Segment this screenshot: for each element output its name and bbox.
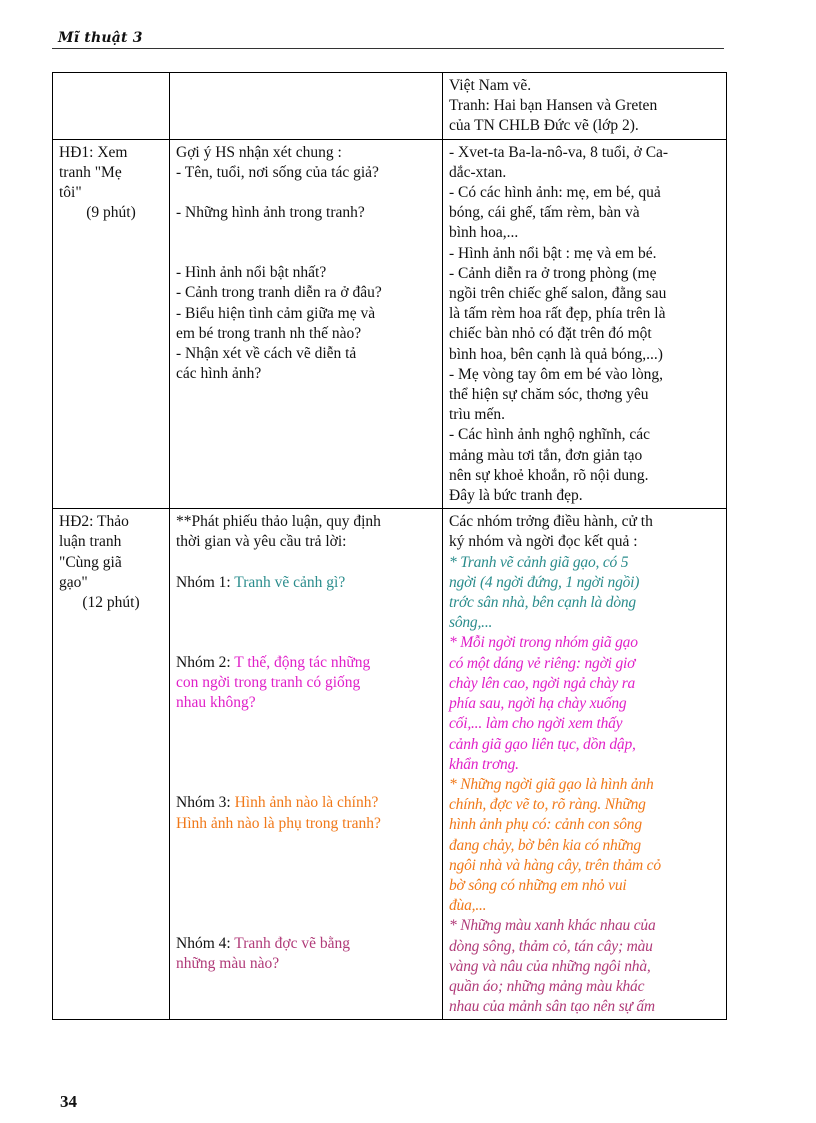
table-row (53, 73, 727, 140)
group-1-question: Nhóm 1: Tranh vẽ cảnh gì? (176, 573, 346, 591)
group-2-answer: * Mỗi ngời trong nhóm giã gạo có một dáng vẻ riêng: ngời giơ chày lên cao, ngời ngả chày ra phía sau, ngời hạ chày xuống cối,... làm cho ngời xem thấy cảnh giã gạo liên tục, dồn dập, khẩn trơng. (449, 634, 638, 773)
student-cell: Các nhóm trởng điều hành, cử th ký nhóm và ngời đọc kết quả : * Tranh vẽ cảnh giã gạo, có 5 ngời (4 ngời đứng, 1 ngời ngồi) trớc sân nhà, bên cạnh là dòng sông,... * Mỗi ngời trong nhóm giã gạo có một dáng vẻ riêng: ngời giơ chày lên cao, ngời ngả chày ra phía sau, ngời hạ chày xuống cối,... làm cho ngời xem thấy cảnh giã gạo liên tục, dồn dập, khẩn trơng. * Những ngời giã gạo là hình ảnh chính, đợc vẽ to, rõ ràng. Những hình ảnh phụ có: cảnh con sông đang chảy, bờ bên kia có những ngôi nhà và hàng cây, trên thảm cỏ bờ sông có những em nhỏ vui đùa,... * Những màu xanh khác nhau của dòng sông, thảm cỏ, tán cây; màu vàng và nâu của những ngôi nhà, quần áo; những mảng màu khác nhau của mảnh sân tạo nên sự ấm (443, 509, 727, 1020)
header-title: Mĩ thuật 3 (58, 30, 143, 46)
lesson-plan-table (52, 72, 727, 1020)
table-row (53, 509, 727, 1020)
page-header (52, 30, 724, 49)
group-1-answer: * Tranh vẽ cảnh giã gạo, có 5 ngời (4 ngời đứng, 1 ngời ngồi) trớc sân nhà, bên cạnh là dòng sông,... (449, 553, 640, 632)
group-4-question: Nhóm 4: Tranh đợc vẽ bằng (176, 934, 350, 952)
teacher-cell: Gợi ý HS nhận xét chung : - Tên, tuổi, nơi sống của tác giả? - Những hình ảnh trong tranh? - Hình ảnh nổi bật nhất? - Cảnh trong tranh diễn ra ở đâu? - Biểu hiện tình cảm giữa mẹ và em bé trong tranh nh thế nào? - Nhận xét về cách vẽ diễn tả các hình ảnh? (170, 139, 443, 509)
teacher-cell (170, 73, 443, 140)
group-3-answer: * Những ngời giã gạo là hình ảnh chính, đợc vẽ to, rõ ràng. Những hình ảnh phụ có: cảnh con sông đang chảy, bờ bên kia có những ngôi nhà và hàng cây, trên thảm cỏ bờ sông có những em nhỏ vui đùa,... (449, 775, 661, 915)
teacher-cell: **Phát phiếu thảo luận, quy định thời gian và yêu cầu trả lời: Nhóm 1: Tranh vẽ cảnh gì? Nhóm 2: T thế, động tác những con ngời trong tranh có giống nhau không? Nhóm 3: Hình ảnh nào là chính? Hình ảnh nào là phụ trong tranh? Nhóm 4: Tranh đợc vẽ bằng những màu nào? (170, 509, 443, 1020)
activity-cell (53, 73, 170, 140)
group-2-question: Nhóm 2: T thế, động tác những (176, 653, 371, 671)
activity-cell: HĐ1: Xem tranh "Mẹ tôi" (9 phút) (53, 139, 170, 509)
student-cell: Việt Nam vẽ. Tranh: Hai bạn Hansen và Greten của TN CHLB Đức vẽ (lớp 2). (443, 73, 727, 140)
group-3-question: Nhóm 3: Hình ảnh nào là chính? (176, 794, 379, 812)
table-row (53, 139, 727, 509)
student-cell: - Xvet-ta Ba-la-nô-va, 8 tuổi, ở Ca- dắc-xtan. - Có các hình ảnh: mẹ, em bé, quả bóng, cái ghế, tấm rèm, bàn và bình hoa,... - Hình ảnh nổi bật : mẹ và em bé. - Cảnh diễn ra ở trong phòng (mẹ ngồi trên chiếc ghế salon, đằng sau là tấm rèm hoa rất đẹp, phía trên là chiếc bàn nhỏ có đặt trên đó một bình hoa, bên cạnh là quả bóng,...) - Mẹ vòng tay ôm em bé vào lòng, thể hiện sự chăm sóc, thơng yêu trìu mến. - Các hình ảnh nghộ nghĩnh, các mảng màu tơi tắn, đơn giản tạo nên sự khoẻ khoắn, rõ nội dung. Đây là bức tranh đẹp. (443, 139, 727, 509)
activity-cell: HĐ2: Thảo luận tranh "Cùng giã gạo" (12 phút) (53, 509, 170, 1020)
group-4-answer: * Những màu xanh khác nhau của dòng sông, thảm cỏ, tán cây; màu vàng và nâu của những ngôi nhà, quần áo; những mảng màu khác nhau của mảnh sân tạo nên sự ấm (449, 917, 656, 1016)
page-number: 34 (60, 1092, 77, 1111)
